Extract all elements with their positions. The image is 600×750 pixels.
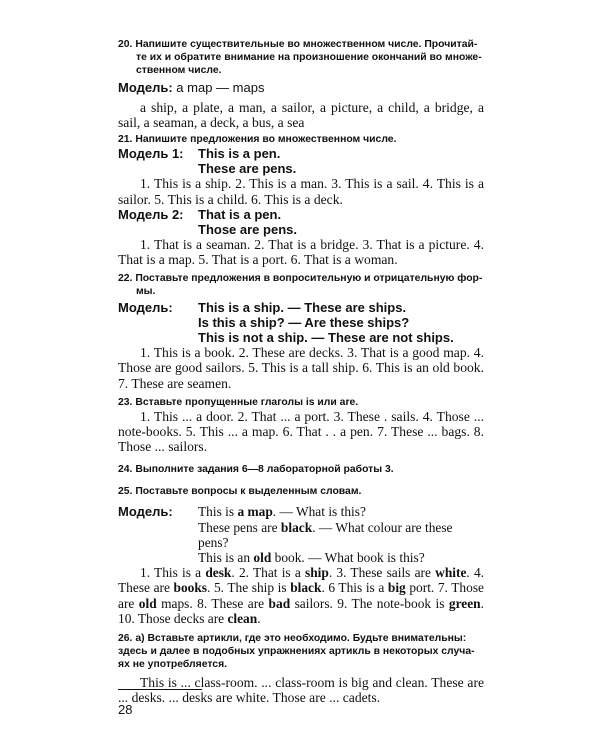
ex20-words: a ship, a plate, a man, a sailor, a picture, a child, a bridge, a sail, a seaman, a deck, a bus, a sea <box>118 100 484 131</box>
ex25-model-line1: This is a map. — What is this? <box>198 504 366 520</box>
ex26-instr-line3: ях не употребляется. <box>118 659 228 671</box>
ex20-instr-line2: те их и обратите внимание на произношение окончаний во множе- <box>136 52 482 63</box>
ex25-instruction: 25. Поставьте вопросы к выделенным словам. <box>118 486 362 498</box>
ex22-model-c: This is not a ship. — These are not ships. <box>198 330 454 346</box>
ex26-instruction <box>118 632 484 671</box>
ex26-text: This is ... class-room. ... class-room is big and clean. These are ... desks. ... desks are white. Those are ... cadets. <box>118 675 484 706</box>
ex20-instr-line3: ственном числе. <box>136 65 222 76</box>
ex25-model <box>118 504 484 565</box>
page-content <box>118 38 484 705</box>
ex21-model1-label: Модель 1: <box>118 146 184 162</box>
ex22-items: 1. This is a book. 2. These are decks. 3. That is a good map. 4. Those are good sailors. 5. This is a tall ship. 6. This is an old book. 7. These are seamen. <box>118 345 484 391</box>
ex24-instruction: 24. Выполните задания 6—8 лабораторной работы 3. <box>118 464 394 476</box>
ex23-items: 1. This ... a door. 2. That ... a port. 3. These . sails. 4. Those ... note-books. 5. This ... a map. 6. That . . a pen. 7. These ... bags. 8. Those ... sailors. <box>118 408 484 455</box>
ex20-model-text: a map — maps <box>176 80 265 95</box>
ex26-instr-line1: 26. а) Вставьте артикли, где это необходимо. Будьте внимательны: <box>118 633 467 645</box>
ex21-items2: 1. That is a seaman. 2. That is a bridge. 3. That is a picture. 4. That is a map. 5. That is a port. 6. That is a woman. <box>118 236 484 268</box>
ex22-instr-line1: 22. Поставьте предложения в вопросительную и отрицательную фор- <box>118 273 483 285</box>
ex23-instruction: 23. Вставьте пропущенные глаголы is или are. <box>118 396 359 408</box>
ex22-model-a: This is a ship. — These are ships. <box>198 300 407 316</box>
ex21-model2-label: Модель 2: <box>118 206 184 222</box>
ex22-model-b: Is this a ship? — Are these ships? <box>198 315 410 331</box>
ex25-model-line2: These pens are black. — What colour are these pens? <box>198 519 453 550</box>
ex21-model1-a: This is a pen. <box>198 146 281 162</box>
ex21-model2 <box>118 207 484 237</box>
ex26-instr-line2: здесь и далее в подобных упражнениях артикль в некоторых случа- <box>118 646 475 658</box>
ex21-model1-b: These are pens. <box>198 161 297 177</box>
ex21-model2-b: Those are pens. <box>198 221 297 237</box>
ex21-model1 <box>118 146 484 176</box>
ex21-items1: 1. This is a ship. 2. This is a man. 3. This is a sail. 4. This is a sailor. 5. This is a child. 6. This is a deck. <box>118 176 484 207</box>
ex20-model-label: Модель: <box>118 80 173 95</box>
ex22-model-label: Модель: <box>118 300 173 316</box>
ex25-model-label: Модель: <box>118 504 173 520</box>
ex20-instr-line1: 20. Напишите существительные во множественном числе. Прочитай- <box>118 39 478 50</box>
ex22-model <box>118 300 484 345</box>
ex25-model-line3: This is an old book. — What book is this? <box>198 550 425 566</box>
ex21-instruction: 21. Напишите предложения во множественном числе. <box>118 134 397 146</box>
ex20-model <box>118 80 484 95</box>
ex25-items: 1. This is a desk. 2. That is a ship. 3. These sails are white. 4. These are books. 5. The ship is black. 6 This is a big port. 7. Those are old maps. 8. These are bad sailors. 9. The note-book is green. 10. Those decks are clean. <box>118 565 485 626</box>
ex22-instruction <box>118 272 484 298</box>
footnote-divider <box>118 689 202 690</box>
ex20-instruction <box>118 38 484 77</box>
ex22-instr-line2: мы. <box>136 286 156 298</box>
page-number: 28 <box>118 702 133 717</box>
ex21-model2-a: That is a pen. <box>198 206 282 222</box>
